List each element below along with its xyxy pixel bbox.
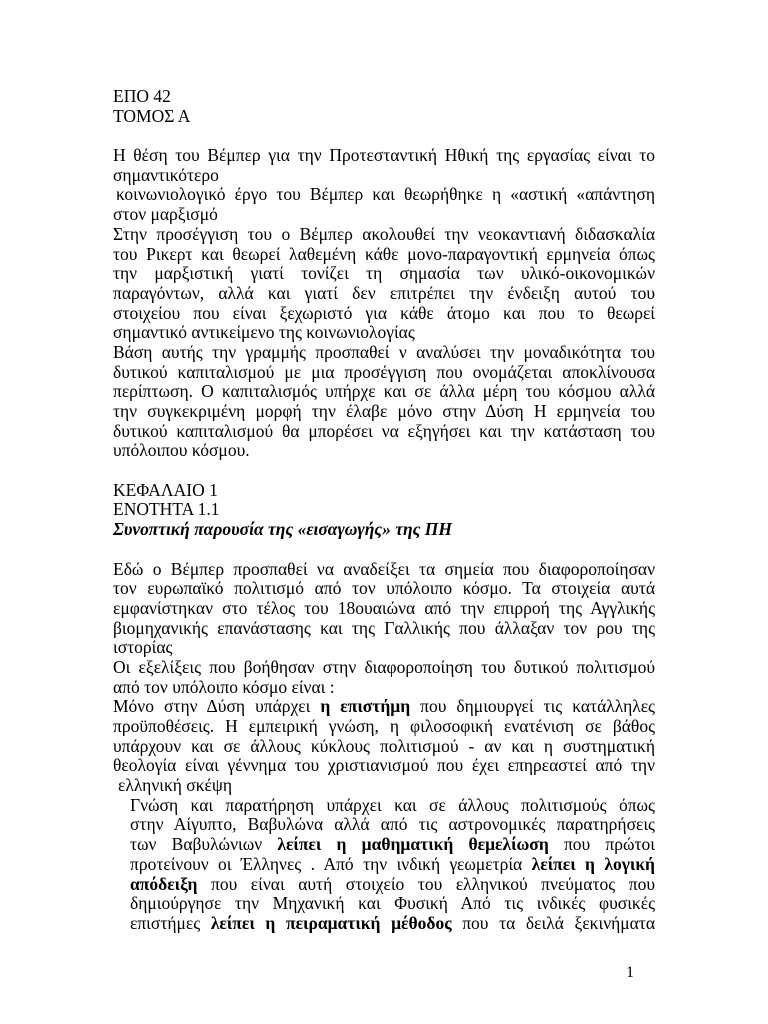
emphasis-text: λείπει η λογική bbox=[531, 853, 655, 874]
text-line: υπόλοιπου κόσμου. bbox=[113, 440, 250, 461]
blank-line bbox=[113, 461, 655, 481]
blank-line bbox=[113, 126, 655, 146]
section-heading: Συνοπτική παρουσία της «εισαγωγής» της ΠΗ bbox=[113, 519, 453, 540]
text-line: την μαρξιστική γιατί τονίζει τη σημασία των υλικό-οικονομικών bbox=[113, 263, 655, 284]
text-run: επιστήμες bbox=[130, 912, 211, 933]
text-line: εμφανίστηκαν στο τέλος του 18ουαιώνα από την επιρροή της Αγγλικής bbox=[113, 597, 655, 618]
chapter-title: ΚΕΦΑΛΑΙΟ 1 bbox=[113, 479, 218, 500]
text-line: δυτικού καπιταλισμού θα μπορέσει να εξηγήσει και την κατάσταση του bbox=[113, 420, 655, 441]
text-line: από τον υπόλοιπο κόσμο είναι : bbox=[113, 676, 335, 697]
text-run: Μόνο στην Δύση υπάρχει bbox=[113, 696, 321, 717]
text-line: ιστορίας bbox=[113, 637, 173, 658]
text-line bbox=[130, 875, 655, 895]
text-line: σημαντικότερο bbox=[113, 164, 219, 185]
text-line bbox=[130, 855, 655, 875]
text-line: προϋποθέσεις. Η εμπειρική γνώση, η φιλοσοφική ενατένιση σε βάθος bbox=[113, 716, 655, 736]
paragraph bbox=[113, 697, 655, 795]
unit-title: ΕΝΟΤΗΤΑ 1.1 bbox=[113, 499, 220, 520]
text-column bbox=[113, 87, 655, 934]
text-line: σημαντικό αντικείμενο της κοινωνιολογίας bbox=[113, 322, 415, 343]
text-line: τον ευρωπαϊκό πολιτισμό από τον υπόλοιπο κόσμο. Τα στοιχεία αυτά bbox=[113, 578, 655, 599]
text-line: βιομηχανικής επανάστασης και της Γαλλικής που άλλαξαν τον ρου της bbox=[113, 617, 655, 638]
text-line: Βάση αυτής την γραμμής προσπαθεί ν αναλύσει την μοναδικότητα του bbox=[113, 341, 655, 362]
text-line: την συγκεκριμένη μορφή την έλαβε μόνο στην Δύση Η ερμηνεία του bbox=[113, 401, 655, 421]
text-line: Οι εξελίξεις που βοήθησαν στην διαφοροποίηση του δυτικού πολιτισμού bbox=[113, 656, 655, 677]
paragraph bbox=[113, 146, 655, 185]
emphasis-text: λείπει η πειραματική μέθοδος bbox=[210, 912, 452, 933]
course-code: ΕΠΟ 42 bbox=[113, 86, 171, 106]
text-line: υπάρχουν και σε άλλους κύκλους πολιτισμού - αν και η συστηματική bbox=[113, 735, 655, 756]
text-line bbox=[113, 697, 655, 717]
emphasis-text: απόδειξη bbox=[130, 873, 198, 894]
text-line: Η θέση του Βέμπερ για την Προτεσταντική Ηθική της εργασίας είναι το bbox=[113, 145, 655, 166]
text-run: που πρώτοι bbox=[548, 834, 655, 855]
text-line: στην Αίγυπτο, Βαβυλώνα αλλά από τις αστρονομικές παρατηρήσεις bbox=[130, 814, 655, 835]
text-line bbox=[130, 835, 655, 855]
text-line: Γνώση και παρατήρηση υπάρχει και σε άλλους πολιτισμούς όπως bbox=[130, 794, 655, 815]
text-line: στον μαρξισμό bbox=[113, 204, 218, 225]
text-line: στοιχείου που είναι ξεχωριστό για κάθε άτομο και που το θεωρεί bbox=[113, 302, 655, 323]
text-line: του Ρικερτ και θεωρεί λαθεμένη κάθε μονο-παραγοντική ερμηνεία όπως bbox=[113, 243, 655, 264]
text-line: Στην προσέγγιση του ο Βέμπερ ακολουθεί την νεοκαντιανή διδασκαλία bbox=[113, 223, 655, 244]
text-line: κοινωνιολογικό έργο του Βέμπερ και θεωρήθηκε η «αστική «απάντηση bbox=[116, 184, 655, 205]
text-run: που δημιουργεί τις κατάλληλες bbox=[410, 696, 655, 717]
text-line: ελληνική σκέψη bbox=[118, 775, 232, 796]
text-line: περίπτωση. Ο καπιταλισμός υπήρχε και σε άλλα μέρη του κόσμου αλλά bbox=[113, 381, 655, 402]
blank-line bbox=[113, 540, 655, 560]
text-line bbox=[130, 914, 655, 934]
paragraph bbox=[113, 658, 655, 697]
text-run: των Βαβυλώνιων bbox=[130, 834, 278, 855]
emphasis-text: η επιστήμη bbox=[320, 696, 411, 717]
text-run: προτείνουν οι Έλληνες . Από την ινδική γεωμετρία bbox=[130, 853, 532, 874]
paragraph bbox=[113, 185, 655, 224]
text-line: Εδώ ο Βέμπερ προσπαθεί να αναδείξει τα σημεία που διαφοροποίησαν bbox=[113, 558, 655, 579]
text-line: παραγόντων, αλλά και γιατί δεν επιτρέπει την ένδειξη αυτού του bbox=[113, 282, 655, 303]
text-run: που είναι αυτή στοιχείο του ελληνικού πνεύματος που bbox=[197, 873, 655, 894]
emphasis-text: λείπει η μαθηματική θεμελίωση bbox=[277, 834, 549, 855]
volume-label: ΤΟΜΟΣ Α bbox=[113, 105, 191, 126]
text-line: δυτικού καπιταλισμού με μια προσέγγιση που ονομάζεται αποκλίνουσα bbox=[113, 361, 655, 382]
paragraph bbox=[113, 343, 655, 461]
page-number: 1 bbox=[626, 964, 634, 981]
paragraph bbox=[113, 560, 655, 658]
text-line: θεολογία είναι γέννημα του χριστιανισμού που έχει επηρεαστεί από την bbox=[113, 755, 655, 776]
paragraph bbox=[113, 225, 655, 343]
text-line: δημιούργησε την Μηχανική και Φυσική Από τις ινδικές φυσικές bbox=[130, 893, 655, 914]
text-run: που τα δειλά ξεκινήματα bbox=[451, 912, 656, 933]
indented-paragraph bbox=[130, 796, 655, 934]
